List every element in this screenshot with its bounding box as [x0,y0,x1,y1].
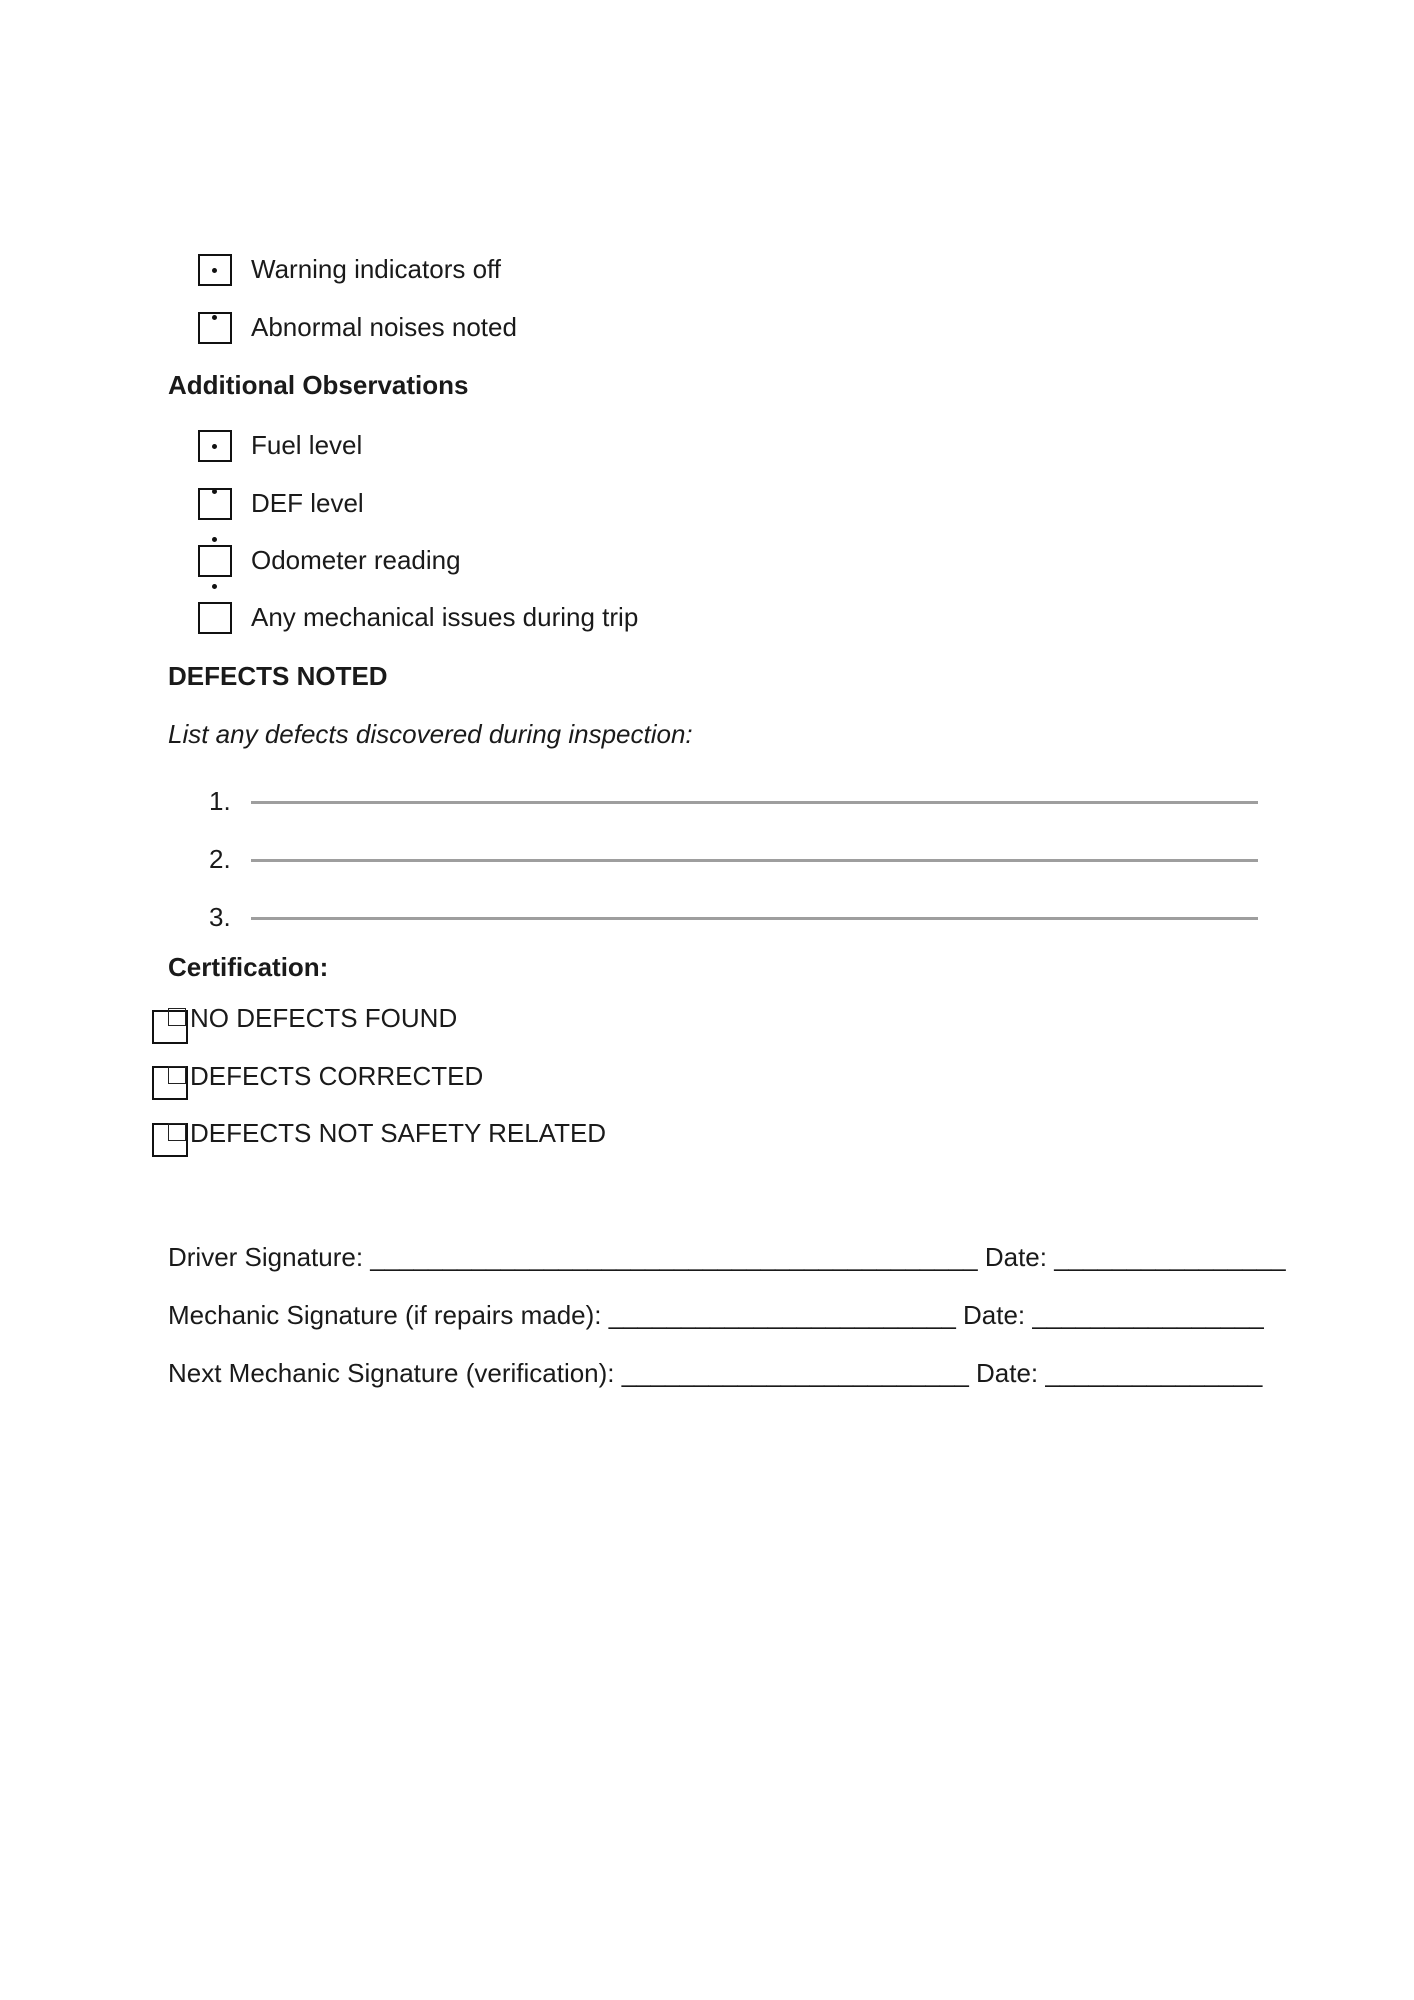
defect-line-number: 2. [209,844,231,874]
defect-line-number: 3. [209,902,231,932]
checklist-item-label: Abnormal noises noted [251,312,517,342]
checkbox[interactable] [198,545,232,577]
checkbox-glyph-icon [168,1066,186,1084]
checklist-item-label: Fuel level [251,430,363,460]
bullet-dot-icon [212,268,217,273]
checkbox-glyph-icon [168,1008,186,1026]
certification-option-label: DEFECTS CORRECTED [190,1061,484,1091]
defects-noted-heading: DEFECTS NOTED [168,661,388,691]
certification-heading: Certification: [168,952,329,982]
bullet-dot-icon [212,315,217,320]
checkbox[interactable] [198,602,232,634]
next-mechanic-signature-line[interactable]: Next Mechanic Signature (verification): ________________________ Date: _______________ [168,1358,1263,1388]
defects-instruction: List any defects discovered during inspection: [168,719,693,749]
defect-entry-line[interactable] [251,859,1258,862]
bullet-dot-icon [212,584,217,589]
bullet-dot-icon [212,537,217,542]
driver-signature-line[interactable]: Driver Signature: __________________________________________ Date: ________________ [168,1242,1286,1272]
checkbox-glyph-icon [168,1123,186,1141]
defect-entry-line[interactable] [251,917,1258,920]
checklist-item-label: DEF level [251,488,364,518]
checklist-item-label: Any mechanical issues during trip [251,602,639,632]
bullet-dot-icon [212,444,217,449]
bullet-dot-icon [212,489,217,494]
additional-observations-heading: Additional Observations [168,370,469,400]
certification-option-label: NO DEFECTS FOUND [190,1003,458,1033]
defect-entry-line[interactable] [251,801,1258,804]
checklist-item-label: Odometer reading [251,545,461,575]
mechanic-signature-line[interactable]: Mechanic Signature (if repairs made): ________________________ Date: ________________ [168,1300,1264,1330]
certification-option-label: DEFECTS NOT SAFETY RELATED [190,1118,607,1148]
defect-line-number: 1. [209,786,231,816]
checklist-item-label: Warning indicators off [251,254,502,284]
